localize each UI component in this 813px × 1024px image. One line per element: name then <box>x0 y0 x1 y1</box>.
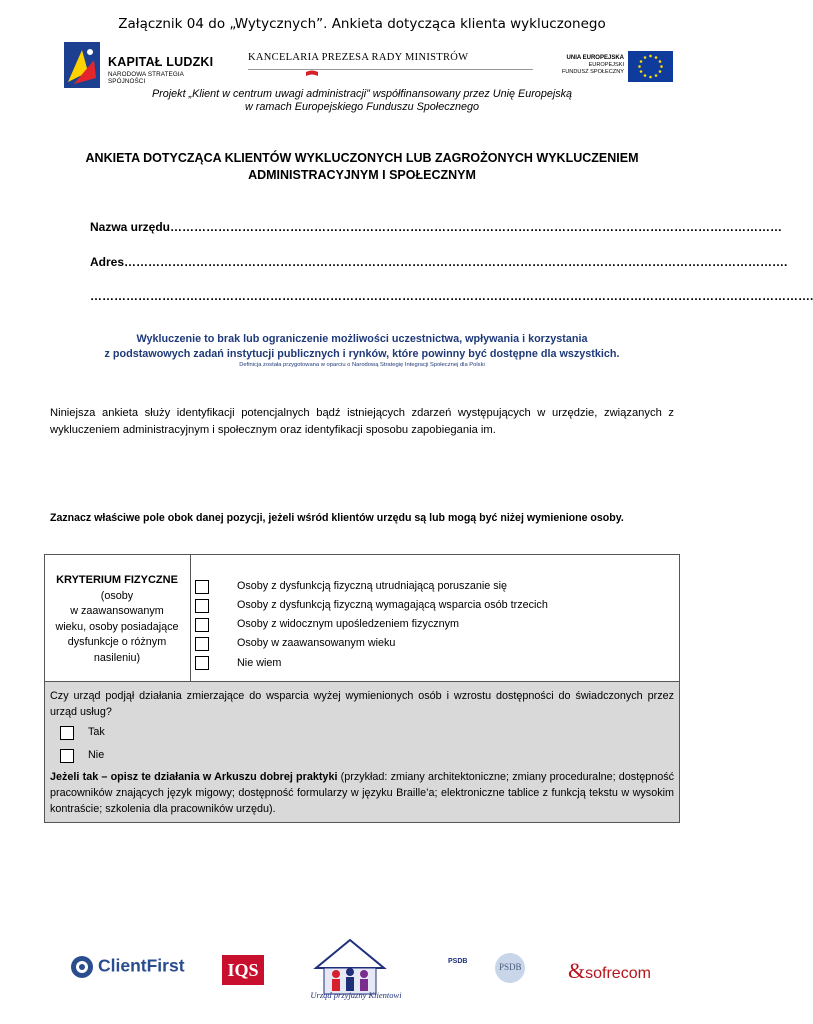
sofrecom-text: sofrecom <box>585 965 651 982</box>
definition-source: Definicja została przygotowana w oparciu o Narodową Strategię Integracji Społecznej dla Polski <box>239 362 485 368</box>
good-practice-note-text: (przykład: zmiany architektoniczne; zmiany proceduralne; dostępność pracowników znających język migowy; dostępność formularzy w języku Braille’a; elektroniczne tablice z funkcją tekstu w wysokim kontraście; szkolenia dla pracowników urzędu). <box>50 771 675 815</box>
option-checkbox[interactable] <box>195 599 209 613</box>
no-label: Nie <box>88 749 105 761</box>
criterion-desc-line: w zaawansowanym <box>70 605 164 617</box>
project-line2: w ramach Europejskiego Funduszu Społecznego <box>244 100 480 113</box>
option-label: Osoby z widocznym upośledzeniem fizycznym <box>237 618 460 630</box>
yes-checkbox[interactable] <box>60 726 74 740</box>
survey-title <box>60 150 664 183</box>
document-header: Załącznik 04 do „Wytycznych”. Ankieta dotycząca klienta wykluczonego <box>118 16 606 32</box>
ue-line3: FUNDUSZ SPOŁECZNY <box>561 69 624 75</box>
option-label: Osoby z dysfunkcją fizyczną wymagającą wsparcia osób trzecich <box>237 599 548 611</box>
sofrecom-logo <box>568 958 651 984</box>
ue-line2: EUROPEJSKI <box>588 62 624 68</box>
psdb-label: PSDB <box>448 958 468 965</box>
criterion-cell <box>46 573 188 666</box>
option-label: Osoby z dysfunkcją fizyczną utrudniającą poruszanie się <box>237 580 508 592</box>
psdb-logo <box>448 952 528 986</box>
survey-title-line2: ADMINISTRACYJNYM I SPOŁECZNYM <box>248 167 476 182</box>
address-field[interactable]: Adres…………………………………………………………………………………………………………………………………………………. <box>90 255 788 269</box>
definition-line1: Wykluczenie to brak lub ograniczenie możliwości uczestnictwa, wpływania i korzystania <box>136 333 588 345</box>
option-label: Nie wiem <box>237 657 282 669</box>
criterion-desc-line: (osoby <box>100 589 134 602</box>
kapital-ludzki-title: KAPITAŁ LUDZKI <box>108 55 214 69</box>
clientfirst-emblem-icon <box>70 955 94 979</box>
clientfirst-logo <box>70 955 185 979</box>
exclusion-definition <box>60 332 664 361</box>
yes-label: Tak <box>88 726 105 738</box>
option-checkbox[interactable] <box>195 656 209 670</box>
project-line1: Projekt „Klient w centrum uwagi administracji” współfinansowany przez Unię Europejską <box>151 88 573 100</box>
kapital-ludzki-subtitle: NARODOWA STRATEGIA SPÓJNOŚCI <box>108 71 184 85</box>
iqs-logo: IQS <box>222 955 264 985</box>
flag-ribbon-icon <box>306 70 318 78</box>
kapital-ludzki-logo <box>64 42 214 90</box>
option-checkbox[interactable] <box>195 637 209 651</box>
good-practice-note <box>50 769 674 817</box>
clientfirst-text: ClientFirst <box>98 955 185 976</box>
ue-line1: UNIA EUROPEJSKA <box>566 55 624 61</box>
survey-title-line1: ANKIETA DOTYCZĄCA KLIENTÓW WYKLUCZONYCH LUB ZAGROŻONYCH WYKLUCZENIEM <box>85 151 639 165</box>
criterion-title: KRYTERIUM FIZYCZNE <box>56 574 178 586</box>
criterion-desc-line: dysfunkcje o różnym <box>67 636 167 648</box>
psdb-mark: PSDB <box>499 962 522 972</box>
option-label: Osoby w zaawansowanym wieku <box>237 637 396 649</box>
office-name-field[interactable]: Nazwa urzędu……………………………………………………………………………………………………………………………………… <box>90 220 783 234</box>
kapital-ludzki-emblem-icon <box>64 42 104 88</box>
criterion-desc-line: nasileniu) <box>93 651 141 664</box>
criterion-desc-line: wieku, osoby posiadające <box>55 620 179 633</box>
intro-paragraph: Niniejsza ankieta służy identyfikacji potencjalnych bądź istniejących zdarzeń występujących w urzędzie, związanych z wykluczeniem administracyjnym i społecznym oraz identyfikacji sposobu zapobiegania im. <box>50 407 674 436</box>
support-question: Czy urząd podjął działania zmierzające do wsparcia wyżej wymienionych osób i wzrostu dostępności do świadczonych przez urząd usług? <box>50 690 674 718</box>
kprm-text: KANCELARIA PREZESA RADY MINISTRÓW <box>248 52 469 63</box>
table-row-divider <box>44 681 680 682</box>
upk-caption: Urząd przyjazny Klientowi <box>310 990 402 1000</box>
kprm-underline <box>248 69 533 70</box>
option-checkbox[interactable] <box>195 618 209 632</box>
table-column-divider <box>190 554 191 682</box>
instruction: Zaznacz właściwe pole obok danej pozycji, jeżeli wśród klientów urzędu są lub mogą być niżej wymienione osoby. <box>50 512 624 524</box>
good-practice-note-bold: Jeżeli tak – opisz te działania w Arkuszu dobrej praktyki <box>50 771 338 783</box>
ampersand-icon: & <box>568 958 586 983</box>
option-checkbox[interactable] <box>195 580 209 594</box>
ue-efs-label <box>560 55 624 76</box>
upk-emblem-icon <box>310 938 390 996</box>
eu-flag-icon <box>628 51 673 82</box>
project-note <box>0 88 724 113</box>
kprm-logo <box>248 52 533 63</box>
address-extra-field[interactable]: ………………………………………………………………………………………………………………………………………………………………. <box>90 289 813 303</box>
no-checkbox[interactable] <box>60 749 74 763</box>
definition-line2: z podstawowych zadań instytucji publicznych i rynków, które powinny być dostępne dla wszystkich. <box>104 347 620 360</box>
